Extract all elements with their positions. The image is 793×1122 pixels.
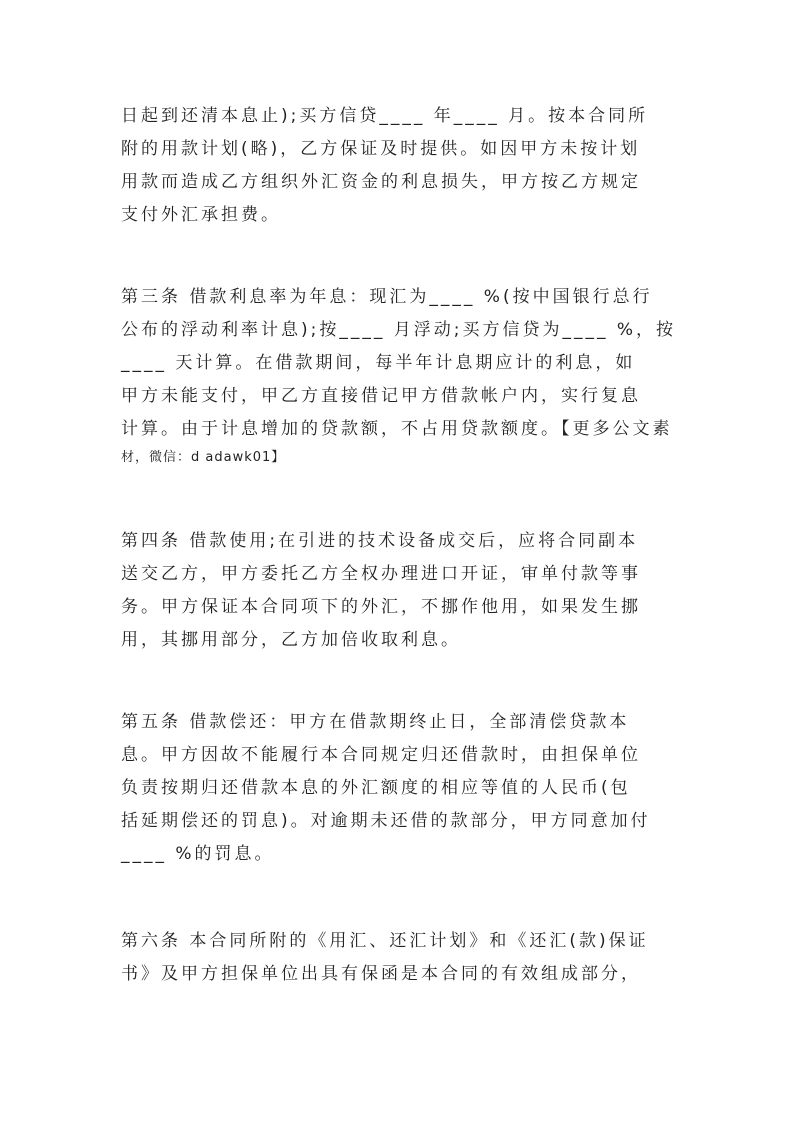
text-line: 支付外汇承担费。 [121, 205, 281, 225]
text-line: 第五条 借款偿还：甲方在借款期终止日，全部清偿贷款本 [121, 712, 630, 732]
text-line: 公布的浮动利率计息);按____ 月浮动;买方信贷为____ %，按 [121, 320, 677, 340]
text-line: 日起到还清本息止);买方信贷____ 年____ 月。按本合同所 [121, 106, 649, 126]
text-line: 第四条 借款使用;在引进的技术设备成交后，应将合同副本 [121, 531, 639, 551]
paragraph-loan-term [121, 100, 676, 232]
text-line: 息。甲方因故不能履行本合同规定归还借款时，由担保单位 [121, 745, 641, 765]
text-line: 附的用款计划(略)，乙方保证及时提供。如因甲方未按计划 [121, 139, 641, 159]
text-line: 第三条 借款利息率为年息：现汇为____ %(按中国银行总行 [121, 287, 653, 307]
text-line: 甲方未能支付，甲乙方直接借记甲方借款帐户内，实行复息 [121, 386, 641, 406]
paragraph-article-3 [121, 281, 676, 470]
paragraph-article-6 [121, 925, 676, 991]
text-line: 计算。由于计息增加的贷款额，不占用贷款额度。【更多公文素 [121, 419, 673, 439]
text-line: 括延期偿还的罚息)。对逾期未还借的款部分，甲方同意加付 [121, 811, 651, 831]
text-line: ____ 天计算。在借款期间，每半年计息期应计的利息，如 [121, 353, 636, 373]
source-note: 材，微信：d adawk01】 [121, 450, 286, 465]
text-line: 第六条 本合同所附的《用汇、还汇计划》和《还汇(款)保证 [121, 931, 649, 951]
paragraph-article-4 [121, 525, 676, 657]
text-line: 用，其挪用部分，乙方加倍收取利息。 [121, 630, 461, 650]
paragraph-article-5 [121, 706, 676, 871]
text-line: 送交乙方，甲方委托乙方全权办理进口开证，审单付款等事 [121, 564, 641, 584]
text-line: 务。甲方保证本合同项下的外汇，不挪作他用，如果发生挪 [121, 597, 641, 617]
text-line: ____ %的罚息。 [121, 844, 275, 864]
text-line: 书》及甲方担保单位出具有保函是本合同的有效组成部分， [121, 964, 641, 984]
text-line: 负责按期归还借款本息的外汇额度的相应等值的人民币(包 [121, 778, 631, 798]
text-line: 用款而造成乙方组织外汇资金的利息损失，甲方按乙方规定 [121, 172, 641, 192]
